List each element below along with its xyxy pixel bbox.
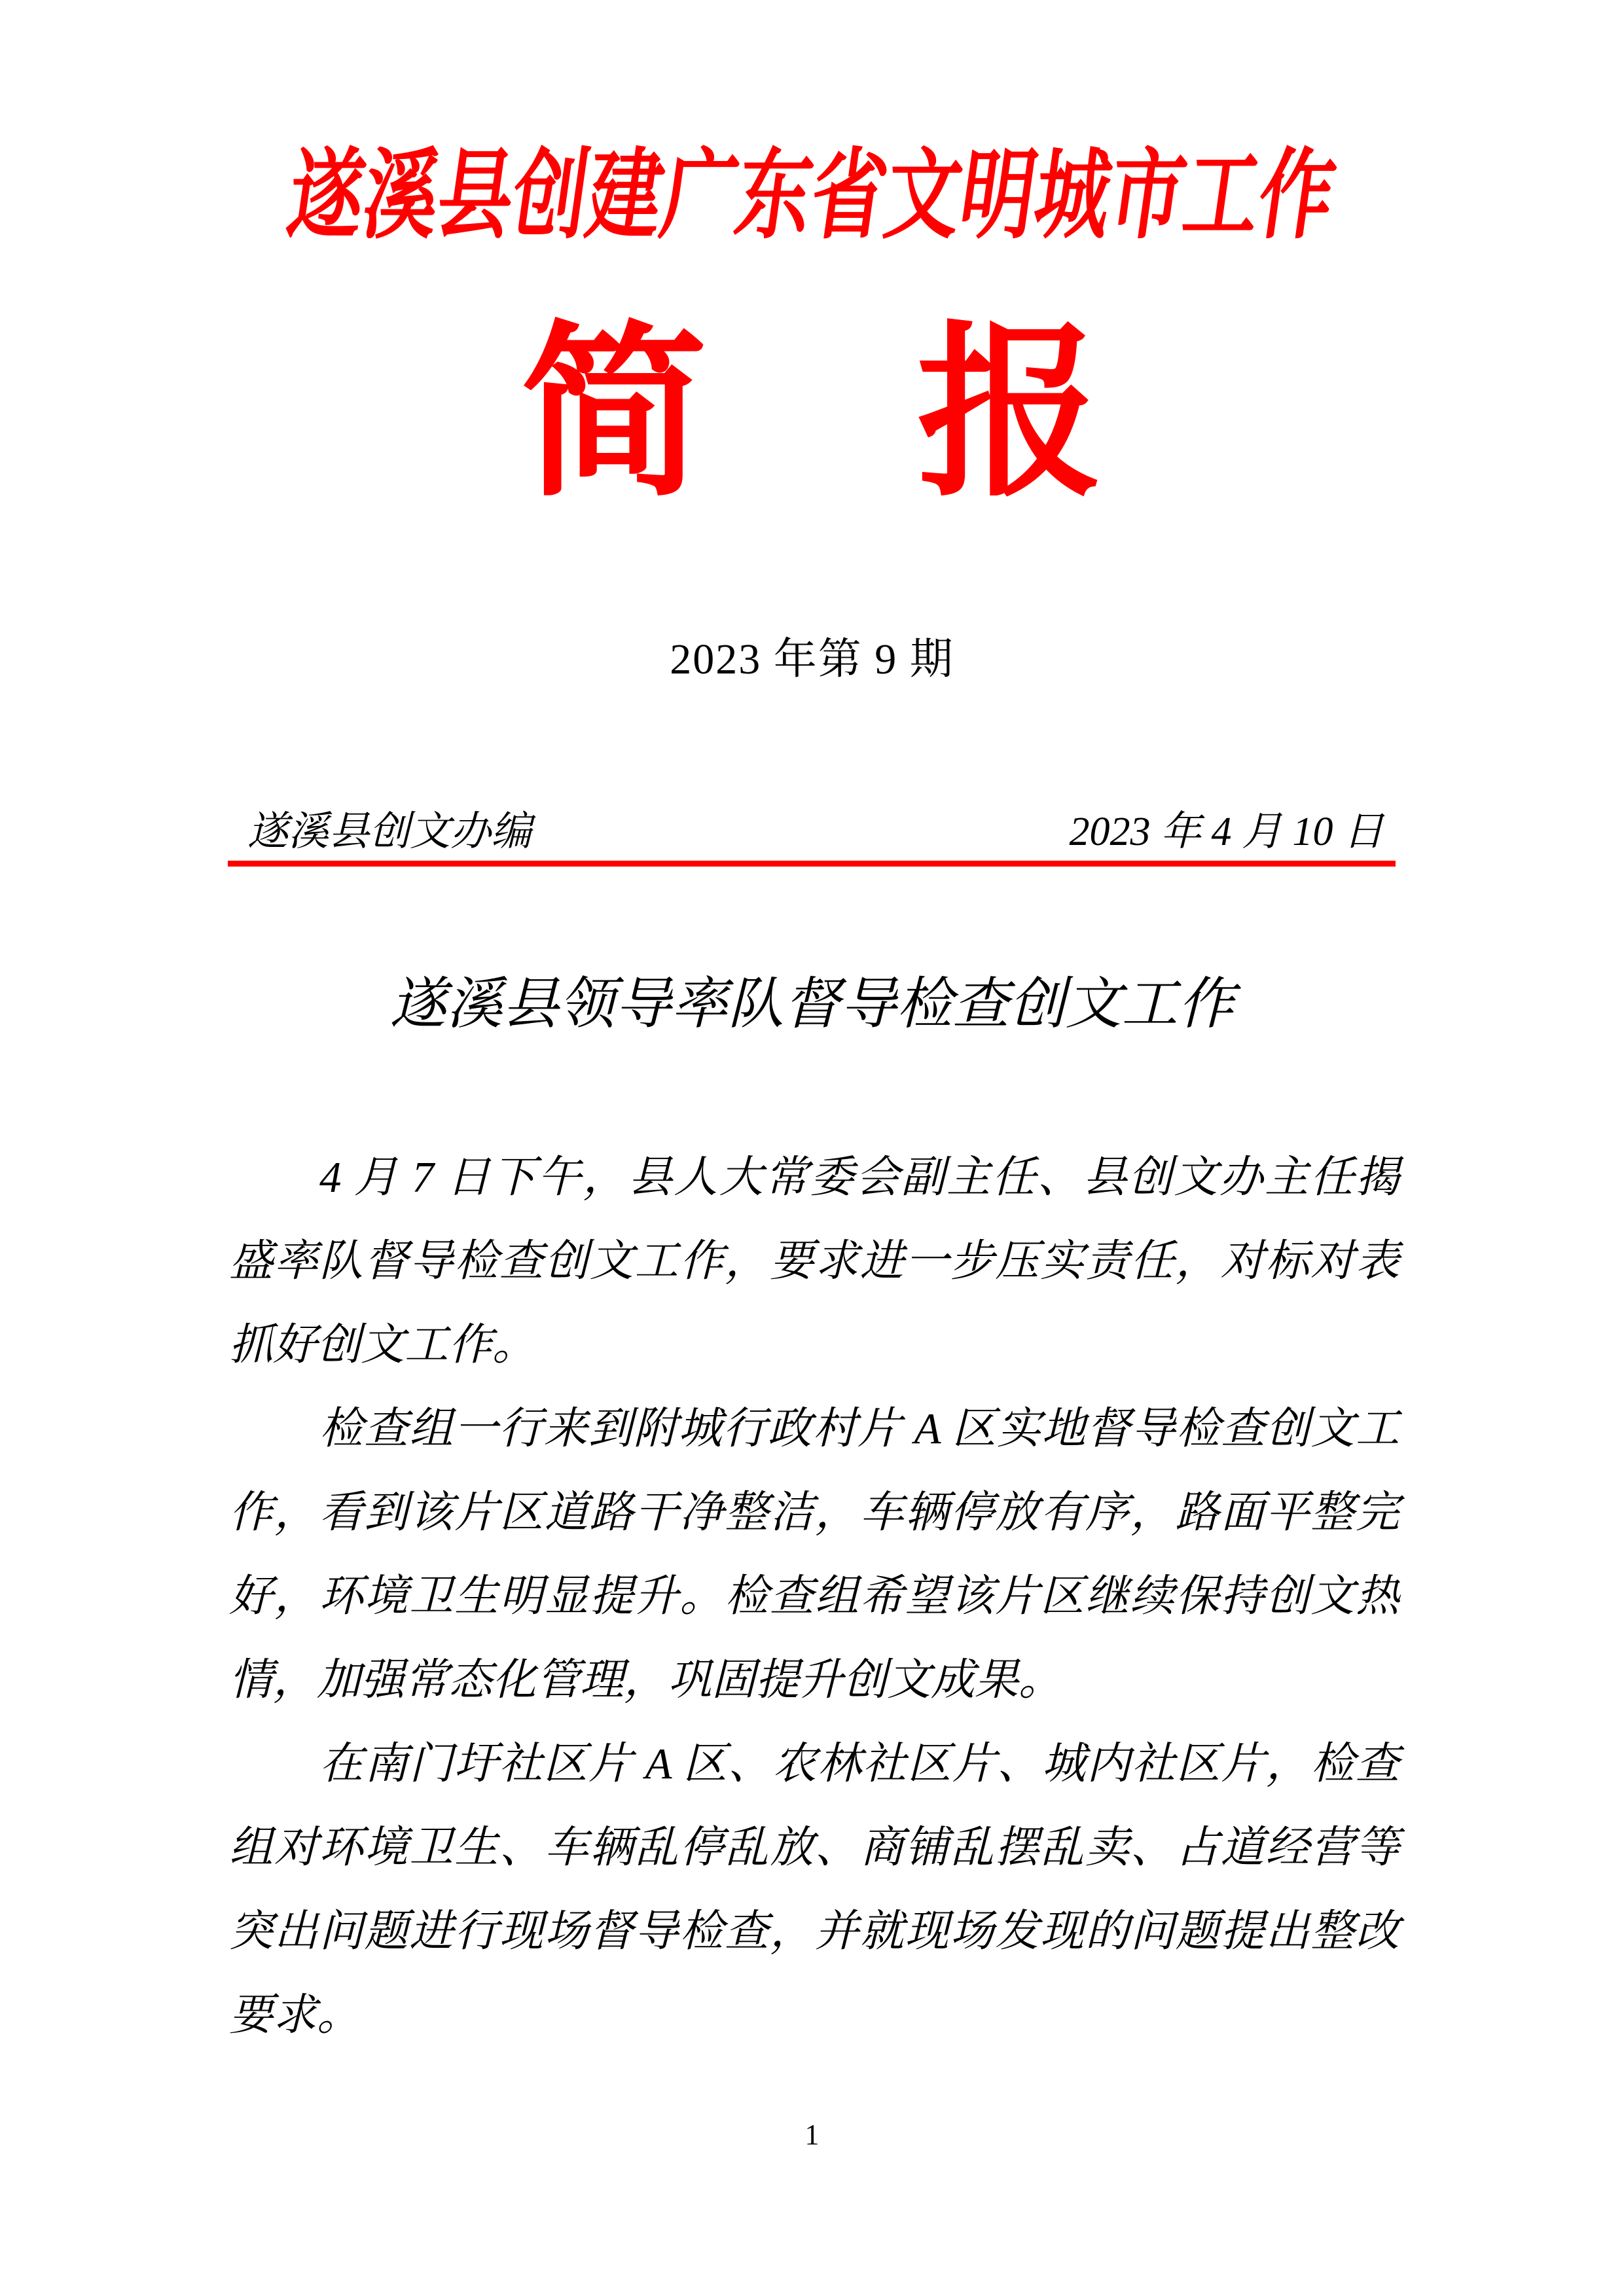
- masthead-title-text: 遂溪县创建广东省文明城市工作: [281, 142, 1343, 251]
- editor-row: [229, 806, 1397, 857]
- body-line: 在南门圩社区片 A 区、农林社区片、城内社区片，检查: [319, 1740, 1399, 1788]
- body-line: 4 月 7 日下午，县人大常委会副主任、县创文办主任揭: [319, 1153, 1399, 1202]
- masthead-word-text: [521, 302, 1313, 528]
- editor-name: 遂溪县创文办编: [247, 810, 532, 854]
- body-line: 检查组一行来到附城行政村片 A 区实地督导检查创文工: [319, 1405, 1399, 1453]
- article-headline: 遂溪县领导率队督导检查创文工作: [389, 973, 1235, 1035]
- issue-line: 2023 年第 9 期: [670, 636, 954, 683]
- issue-date: 2023 年 4 月 10 日: [1069, 810, 1384, 854]
- masthead-word-char-1: 简: [520, 312, 917, 518]
- masthead-word-char-2: 报: [916, 312, 1313, 518]
- article-body: [229, 1136, 1399, 2057]
- page-number: 1: [804, 2119, 820, 2151]
- divider-rule: [228, 861, 1396, 867]
- body-line: 组对环境卫生、车辆乱停乱放、商铺乱摆乱卖、占道经营等: [229, 1823, 1399, 1872]
- masthead-title: [0, 134, 1624, 259]
- body-line: 要求。: [229, 1991, 361, 2039]
- masthead-word: [0, 302, 1624, 528]
- body-line: 情，加强常态化管理，巩固提升创文成果。: [229, 1656, 1062, 1704]
- body-line: 抓好创文工作。: [229, 1321, 536, 1369]
- body-line: 突出问题进行现场督导检查，并就现场发现的问题提出整改: [229, 1907, 1399, 1956]
- body-line: 盛率队督导检查创文工作，要求进一步压实责任，对标对表: [229, 1237, 1399, 1285]
- body-line: 作，看到该片区道路干净整洁，车辆停放有序，路面平整完: [229, 1488, 1399, 1537]
- body-line: 好，环境卫生明显提升。检查组希望该片区继续保持创文热: [229, 1572, 1399, 1621]
